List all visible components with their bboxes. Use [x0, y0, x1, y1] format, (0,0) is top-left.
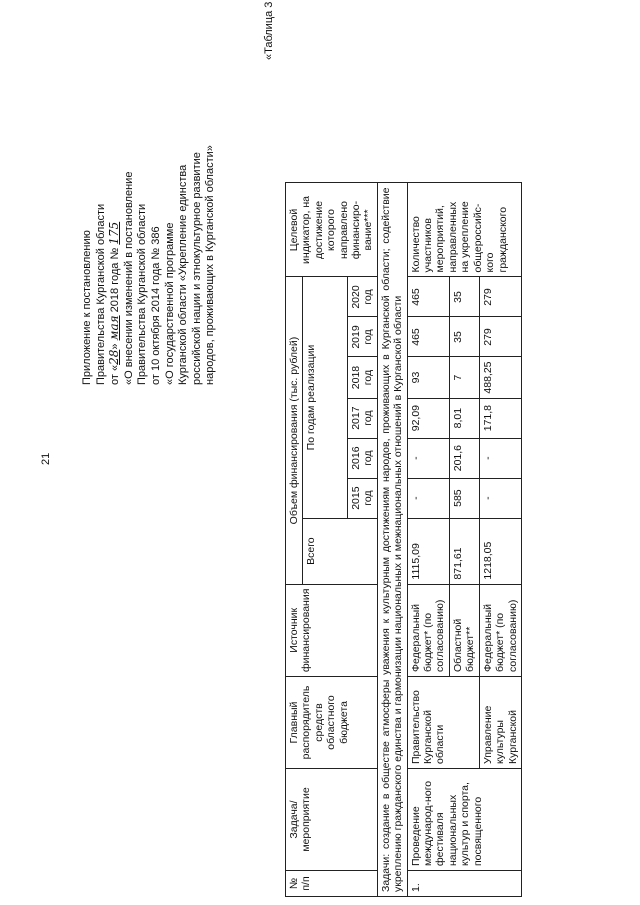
header-line: от 10 октября 2014 года № 386: [149, 226, 162, 385]
col-year: 2019 год: [348, 317, 378, 357]
header-date-line: от «28» мая 2018 года № 175: [107, 221, 122, 385]
table-title: «Таблица 3: [263, 1, 275, 60]
year-cell: 35: [449, 277, 479, 317]
indicator-cell: Количество участников мероприятий, направленных на укрепление общероссийс-кого гражданского: [407, 183, 521, 277]
year-cell: 279: [479, 317, 521, 357]
col-administrator: Главный распорядитель средств областного бюджета: [286, 677, 378, 769]
col-source: Источник финансирования: [286, 584, 378, 676]
row-num: 1.: [407, 871, 521, 897]
col-year: 2016 год: [348, 438, 378, 478]
year-cell: -: [479, 438, 521, 478]
handwritten-month: мая: [107, 315, 122, 341]
header-line: Приложение к постановлению: [81, 230, 93, 385]
year-cell: 585: [449, 478, 479, 518]
header-line: Правительства Курганской области: [136, 203, 149, 385]
header-line: народов, проживающих в Курганской области»: [204, 145, 217, 385]
source-cell: Областной бюджет**: [449, 584, 479, 676]
year-cell: 8,01: [449, 398, 479, 438]
task-row: [377, 183, 407, 897]
task-text: Задачи: создание в обществе атмосферы уважения к культурным достижениям народов, проживающих в Курганской области; содействие укреплению гражданского единства и гармонизации национальных и межнациональных отношений в Курганской области: [377, 183, 407, 897]
year-cell: -: [407, 438, 449, 478]
administrator-cell: Правительство Курганской области: [407, 677, 479, 769]
year-cell: 201,6: [449, 438, 479, 478]
year-cell: 279: [479, 277, 521, 317]
year-cell: 171,8: [479, 398, 521, 438]
col-funding: Объем финансирования (тыс. рублей): [286, 277, 303, 584]
year-cell: 7: [449, 357, 479, 398]
resolution-header: [81, 5, 218, 385]
header-line: «О внесении изменений в постановление: [122, 171, 135, 385]
col-year: 2015 год: [348, 478, 378, 518]
total-cell: 1218,05: [479, 518, 521, 584]
col-task: Задача/ мероприятие: [286, 769, 378, 871]
col-year: 2017 год: [348, 398, 378, 438]
administrator-cell: Управление культуры Курганской: [479, 677, 521, 769]
col-total: Всего: [303, 518, 377, 584]
year-cell: -: [479, 478, 521, 518]
header-line: Правительства Курганской области: [94, 203, 107, 385]
year-cell: 93: [407, 357, 449, 398]
source-cell: Федеральный бюджет* (по согласованию): [407, 584, 449, 676]
header-line: российской нации и этнокультурное развитие: [190, 152, 203, 385]
year-cell: 465: [407, 317, 449, 357]
header-line: Курганской области «Укрепление единства: [177, 164, 190, 385]
handwritten-number: 175: [107, 221, 122, 245]
page-number: 21: [40, 452, 52, 465]
col-year: 2020 год: [348, 277, 378, 317]
handwritten-day: 28: [107, 349, 122, 365]
year-cell: -: [407, 478, 449, 518]
year-cell: 92,09: [407, 398, 449, 438]
year-cell: 465: [407, 277, 449, 317]
funding-table: [285, 182, 522, 897]
header-line: «О государственной программе: [163, 222, 176, 385]
table-row: [407, 183, 449, 897]
total-cell: 871,61: [449, 518, 479, 584]
col-year: 2018 год: [348, 357, 378, 398]
col-indicator: Целевой индикатор, на достижение которого направлено финансиро-вание***: [286, 183, 378, 277]
year-cell: 35: [449, 317, 479, 357]
total-cell: 1115,09: [407, 518, 449, 584]
col-num: № п/п: [286, 871, 378, 897]
source-cell: Федеральный бюджет* (по согласованию): [479, 584, 521, 676]
header-row: [286, 183, 303, 897]
activity-cell: Проведение международ-ного фестиваля национальных культур и спорта, посвященного: [407, 769, 521, 871]
col-by-years: По годам реализации: [303, 277, 348, 518]
year-cell: 488,25: [479, 357, 521, 398]
